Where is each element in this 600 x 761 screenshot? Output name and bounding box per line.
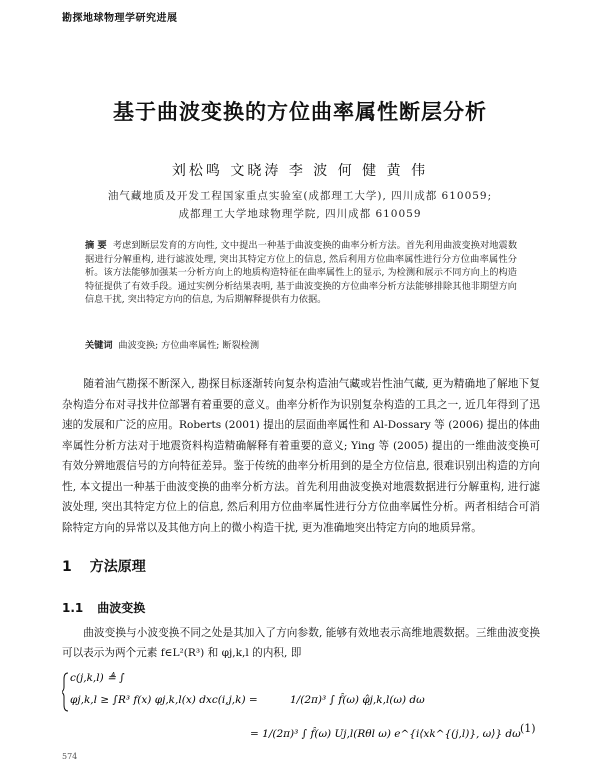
journal-header: 勘探地球物理学研究进展 (62, 13, 178, 24)
section-heading (62, 556, 146, 576)
affiliation-2: 成都理工大学地球物理学院, 四川成都 610059 (178, 208, 422, 220)
section-number: 1 (62, 559, 72, 575)
equation-1 (62, 665, 552, 753)
subsection-title: 曲波变换 (97, 601, 146, 615)
subsection-heading (62, 599, 145, 616)
abstract-text: 考虑到断层发育的方向性, 文中提出一种基于曲波变换的曲率分析方法。首先利用曲波变换对地震数据进行分解重构, 进行滤波处理, 突出其特定方位上的信息, 然后利用方位曲率属性进行分方位曲率属性分析。该方法能够加强某一分析方向上的地质构造特征在曲率属性上的显示, 为检测和展示不同方向上的构造特征提供了有效手段。通过实例分析结果表明, 基于曲波变换的方位曲率分析方法能够排除其他非期望方向信息干扰, 突出特定方向的信息, 为后期解释提供有力依据。 (85, 240, 518, 306)
intro-paragraph: 随着油气勘探不断深入, 勘探目标逐渐转向复杂构造油气藏或岩性油气藏, 更为精确地了解地下复杂构造分布对寻找井位部署有着重要的意义。曲率分析作为识别复杂构造的工具之一, 近几年得到了迅速的发展和广泛的应用。Roberts (2001) 提出的层面曲率属性和 Al-Dossary 等 (2006) 提出的体曲率属性分析方法对于地震资料构造精确解释有着重要的意义; Ying 等 (2005) 提出的一维曲波变换可有效分辨地震信号的方向特征差异。鉴于传统的曲率分析用到的是全方位信息, 很难识别出构造的方向性, 本文提出一种基于曲波变换的曲率分析方法。首先利用曲波变换对地震数据进行分解重构, 进行滤波处理, 突出其特定方位上的信息, 然后利用方位曲率属性进行分方位曲率属性分析。两者相结合可消除特定方向的异常以及其他方向上的微小构造干扰, 更为准确地突出特定方向的地质异常。 (62, 378, 540, 534)
author-list: 刘松鸣 文晓涛 李 波 何 健 黄 伟 (171, 163, 429, 179)
equation-line-1: c(j,k,l) ≜ ∫ (70, 672, 125, 684)
abstract-label: 摘 要 (85, 240, 107, 251)
affiliation-1: 油气藏地质及开发工程国家重点实验室(成都理工大学), 四川成都 610059; (107, 190, 493, 202)
equation-line-3: = 1/(2π)³ ∫ f̂(ω) Uj,l(Rθl ω) e^{i⟨xk^{(j,l)}, ω⟩} dω (250, 728, 521, 740)
equation-line-2-right: 1/(2π)³ ∫ f̂(ω) φ̂j,k,l(ω) dω (290, 694, 425, 706)
subsection-number: 1.1 (62, 601, 84, 615)
section-title: 方法原理 (89, 559, 146, 575)
page-number: 574 (62, 752, 78, 761)
abstract (85, 239, 517, 307)
keywords-text: 曲波变换; 方位曲率属性; 断裂检测 (118, 340, 260, 351)
keywords-label: 关键词 (85, 340, 113, 351)
keywords (85, 337, 259, 351)
method-paragraph: 曲波变换与小波变换不同之处是其加入了方向参数, 能够有效地表示高维地震数据。三维曲波变换可以表示为两个元素 f∈L²(R³) 和 φj,k,l 的内积, 即 (62, 627, 540, 659)
equation-line-2-left: φj,k,l ≥ ∫R³ f(x) φj,k,l(x) dxc(i,j,k) = (70, 694, 258, 706)
equation-number: (1) (520, 722, 536, 735)
equation-brace (62, 673, 68, 711)
paper-title: 基于曲波变换的方位曲率属性断层分析 (113, 100, 487, 124)
